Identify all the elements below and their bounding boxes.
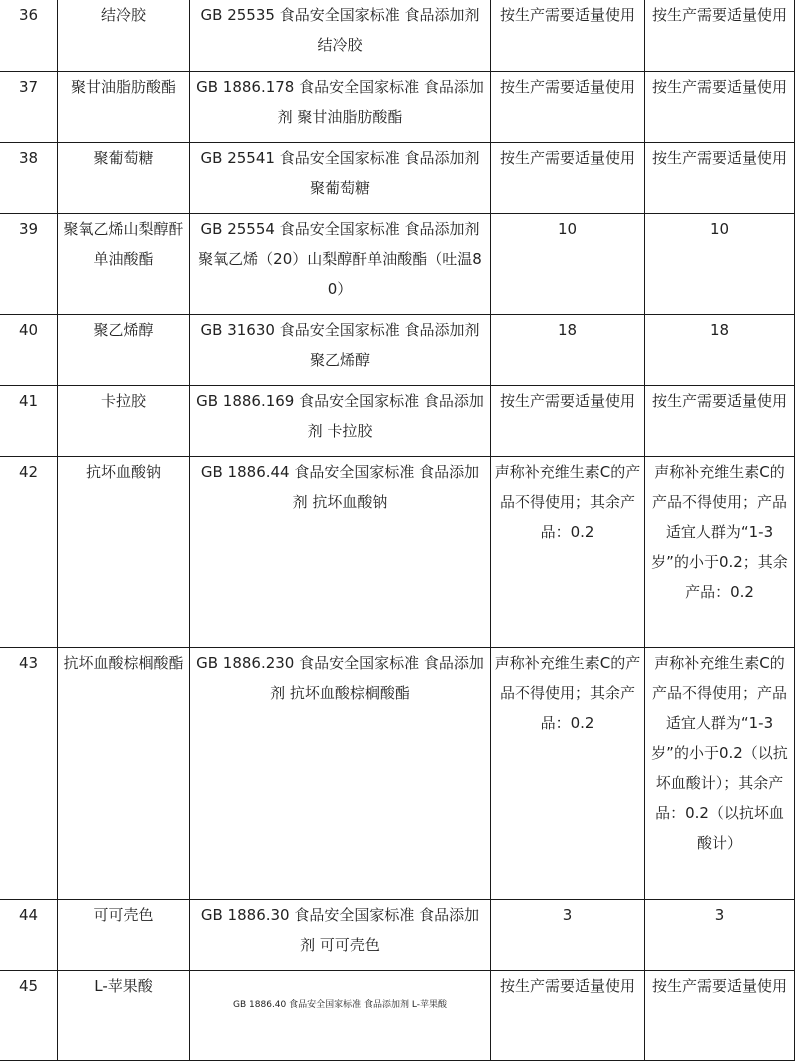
limit-column-b: 按生产需要适量使用 (645, 0, 795, 72)
table-row (0, 315, 795, 386)
additive-name: 聚葡萄糖 (58, 143, 190, 214)
limit-column-b: 3 (645, 900, 795, 971)
standard-reference: GB 1886.40 食品安全国家标准 食品添加剂 L-苹果酸 (190, 971, 491, 1061)
additive-name: L-苹果酸 (58, 971, 190, 1061)
additive-name: 结冷胶 (58, 0, 190, 72)
additive-name: 卡拉胶 (58, 386, 190, 457)
limit-column-b: 按生产需要适量使用 (645, 971, 795, 1061)
limit-column-a: 按生产需要适量使用 (491, 143, 645, 214)
limit-column-a: 18 (491, 315, 645, 386)
limit-column-b: 10 (645, 214, 795, 315)
row-number: 45 (0, 971, 58, 1061)
standard-reference: GB 1886.169 食品安全国家标准 食品添加剂 卡拉胶 (190, 386, 491, 457)
limit-column-a: 10 (491, 214, 645, 315)
row-number: 39 (0, 214, 58, 315)
limit-column-b: 按生产需要适量使用 (645, 386, 795, 457)
row-number: 44 (0, 900, 58, 971)
row-number: 41 (0, 386, 58, 457)
limit-column-a: 3 (491, 900, 645, 971)
limit-column-b: 声称补充维生素C的产品不得使用；产品适宜人群为“1-3岁”的小于0.2；其余产品：0.2 (645, 457, 795, 648)
table-row (0, 214, 795, 315)
additive-name: 可可壳色 (58, 900, 190, 971)
table-row (0, 386, 795, 457)
table-row (0, 971, 795, 1061)
additive-name: 聚乙烯醇 (58, 315, 190, 386)
limit-column-b: 按生产需要适量使用 (645, 143, 795, 214)
table-row (0, 648, 795, 900)
limit-column-a: 按生产需要适量使用 (491, 386, 645, 457)
row-number: 42 (0, 457, 58, 648)
standard-reference: GB 25535 食品安全国家标准 食品添加剂 结冷胶 (190, 0, 491, 72)
limit-column-a: 声称补充维生素C的产品不得使用；其余产品：0.2 (491, 648, 645, 900)
standard-reference: GB 25541 食品安全国家标准 食品添加剂 聚葡萄糖 (190, 143, 491, 214)
table-row (0, 457, 795, 648)
table-row (0, 900, 795, 971)
additive-name: 抗坏血酸棕榈酸酯 (58, 648, 190, 900)
table-row (0, 72, 795, 143)
row-number: 43 (0, 648, 58, 900)
row-number: 38 (0, 143, 58, 214)
additive-name: 抗坏血酸钠 (58, 457, 190, 648)
row-number: 40 (0, 315, 58, 386)
limit-column-a: 声称补充维生素C的产品不得使用；其余产品：0.2 (491, 457, 645, 648)
standard-reference: GB 25554 食品安全国家标准 食品添加剂 聚氧乙烯（20）山梨醇酐单油酸酯（吐温80） (190, 214, 491, 315)
standard-reference: GB 1886.30 食品安全国家标准 食品添加剂 可可壳色 (190, 900, 491, 971)
table-row (0, 143, 795, 214)
table-row (0, 0, 795, 72)
standard-reference: GB 1886.230 食品安全国家标准 食品添加剂 抗坏血酸棕榈酸酯 (190, 648, 491, 900)
standard-reference: GB 31630 食品安全国家标准 食品添加剂 聚乙烯醇 (190, 315, 491, 386)
additive-name: 聚氧乙烯山梨醇酐单油酸酯 (58, 214, 190, 315)
limit-column-a: 按生产需要适量使用 (491, 0, 645, 72)
limit-column-a: 按生产需要适量使用 (491, 971, 645, 1061)
limit-column-b: 18 (645, 315, 795, 386)
limit-column-b: 声称补充维生素C的产品不得使用；产品适宜人群为“1-3岁”的小于0.2（以抗坏血酸计）；其余产品：0.2（以抗坏血酸计） (645, 648, 795, 900)
row-number: 36 (0, 0, 58, 72)
limit-column-b: 按生产需要适量使用 (645, 72, 795, 143)
row-number: 37 (0, 72, 58, 143)
standard-reference: GB 1886.178 食品安全国家标准 食品添加剂 聚甘油脂肪酸酯 (190, 72, 491, 143)
standard-reference: GB 1886.44 食品安全国家标准 食品添加剂 抗坏血酸钠 (190, 457, 491, 648)
limit-column-a: 按生产需要适量使用 (491, 72, 645, 143)
additive-name: 聚甘油脂肪酸酯 (58, 72, 190, 143)
